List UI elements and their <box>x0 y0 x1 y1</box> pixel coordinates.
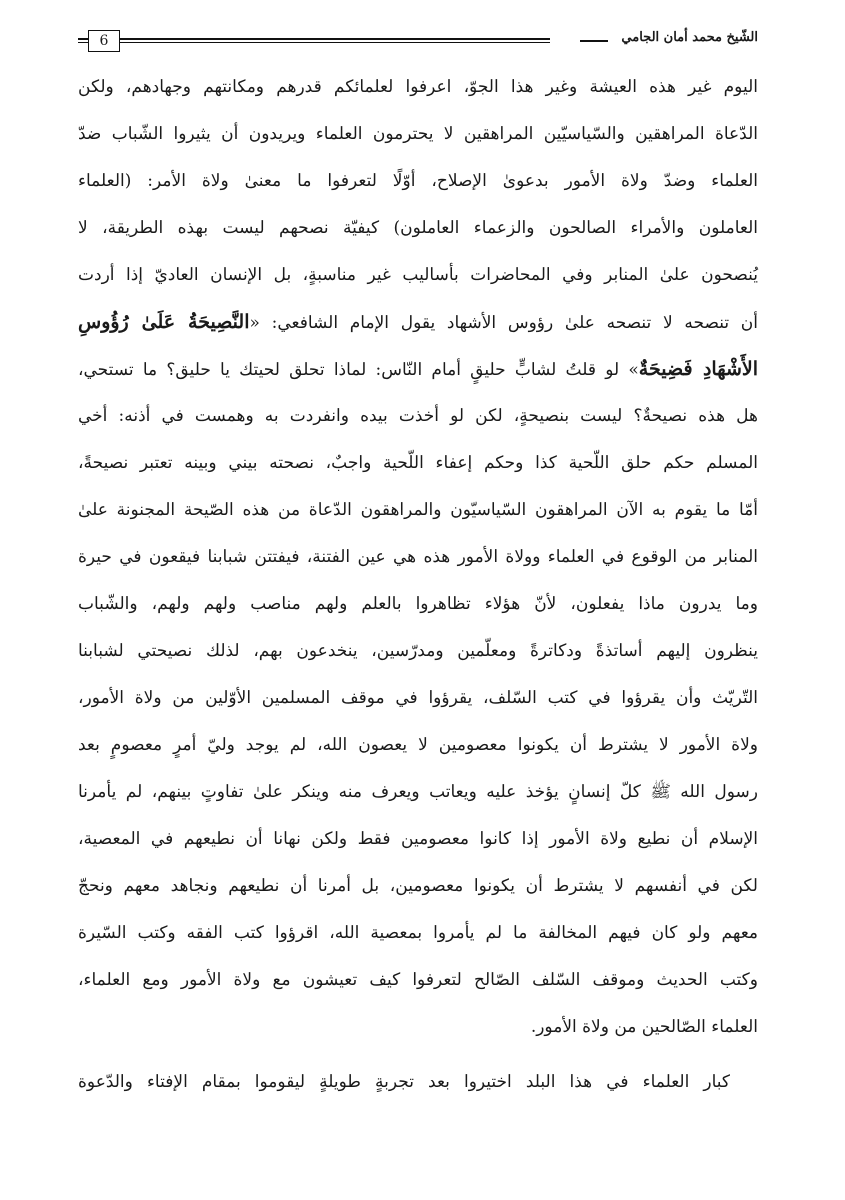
text-line: العاملون والأمراء الصالحون والزعماء العاملون) كيفيّة نصحهم ليست بهذه الطريقة، لا <box>78 218 758 238</box>
quote-intro: أن تنصحه لا تنصحه علىٰ رؤوس الأشهاد يقول الإمام الشافعي: « <box>249 313 758 333</box>
header-long-rule <box>78 38 550 43</box>
text-line-with-quote <box>78 346 758 393</box>
running-header <box>78 28 758 58</box>
text-line: الإسلام أن نطيع ولاة الأمور إذا كانوا معصومين فقط ولكن نهانا أن نطيعهم في المعصية، <box>78 829 758 849</box>
text-line: وما يدرون ماذا يفعلون، لأنّ هؤلاء تظاهروا بالعلم ولهم مناصب ولهم ولهم، والشّباب <box>78 594 758 614</box>
page-number: 6 <box>88 30 120 52</box>
text-line: التّريّث وأن يقرؤوا في كتب السّلف، يقرؤوا في موقف المسلمين الأوّلين من ولاة الأمور، <box>78 688 758 708</box>
quote-text-part-2: الأَشْهَادِ فَضِيحَةٌ <box>638 358 759 380</box>
text-line: المنابر من الوقوع في العلماء وولاة الأمور هذه هي عين الفتنة، فيفتتن شبابنا فيقعون في حيرة <box>78 547 758 567</box>
text-line: العلماء الصّالحين من ولاة الأمور. <box>530 1017 758 1037</box>
text-line: يُنصحون علىٰ المنابر وفي المحاضرات بأساليب غير مناسبةٍ، بل الإنسان العاديّ إذا أردت <box>78 265 758 285</box>
text-line: معهم ولو كان فيهم المخالفة ما لم يأمروا بمعصية الله، اقرؤوا كتب الفقه وكتب السّيرة <box>78 923 758 943</box>
text-line: كبار العلماء في هذا البلد اختيروا بعد تجربةٍ طويلةٍ ليقوموا بمقام الإفتاء والدّعوة <box>78 1072 730 1092</box>
text-line: اليوم غير هذه العيشة وغير هذا الجوّ، اعرفوا لعلمائكم قدرهم ومكانتهم وجهادهم، ولكن <box>78 77 758 97</box>
text-line: هل هذه نصيحةٌ؟ ليست بنصيحةٍ، لكن لو أخذت بيده وانفردت به وهمست في أذنه: أخي <box>78 406 758 426</box>
header-author-title: الشّيخ محمد أمان الجامي <box>621 30 758 45</box>
text-line: العلماء وضدّ ولاة الأمور بدعوىٰ الإصلاح، أوّلًا لتعرفوا ما معنىٰ ولاة الأمر: (العلماء <box>78 171 758 191</box>
text-line: المسلم حكم حلق اللّحية كذا وحكم إعفاء اللّحية واجبٌ، نصحته بيني وبينه تعتبر نصيحةً، <box>78 453 758 473</box>
header-short-rule <box>580 40 608 42</box>
paragraph-2 <box>78 1059 758 1106</box>
quote-text-part-1: النَّصِيحَةُ عَلَىٰ رُؤُوسِ <box>78 311 250 333</box>
text-line: ينظرون إليهم أساتذةً ودكاترةً ومعلّمين ومدرّسين، ينخدعون بهم، لذلك نصيحتي لشبابنا <box>78 641 758 661</box>
text-line: وكتب الحديث وموقف السّلف الصّالح لتعرفوا كيف تعيشون مع ولاة الأمور ومع العلماء، <box>78 970 758 990</box>
quote-continuation: » لو قلتُ لشابٍّ حليقٍ أمام النّاس: لماذا تحلق لحيتك يا حليق؟ ما تستحي، <box>78 360 639 380</box>
paragraph-1 <box>78 64 758 1051</box>
paragraph-gap <box>78 1051 758 1059</box>
text-line: رسول الله ﷺ كلّ إنسانٍ يؤخذ عليه ويعاتب ويعرف منه وينكر علىٰ تفاوتٍ بينهم، لم يأمرنا <box>78 782 758 802</box>
text-line: الدّعاة المراهقين والسّياسيّين المراهقين لا يحترمون العلماء ويريدون أن يثيروا الشّباب ضدّ <box>78 124 758 144</box>
text-line: ولاة الأمور لا يشترط أن يكونوا معصومين لا يعصون الله، لم يوجد وليّ أمرٍ معصومٍ بعد <box>78 735 758 755</box>
text-line: لكن في أنفسهم لا يشترط أن يكونوا معصومين، بل أمرنا أن نطيعهم ونجاهد معهم ونحجّ <box>78 876 758 896</box>
text-line: أمّا ما يقوم به الآن المراهقون السّياسيّون والمراهقون الدّعاة من هذه الصّيحة المجنونة علىٰ <box>78 500 758 520</box>
text-line-with-quote <box>78 299 758 346</box>
body-text <box>78 64 758 1106</box>
